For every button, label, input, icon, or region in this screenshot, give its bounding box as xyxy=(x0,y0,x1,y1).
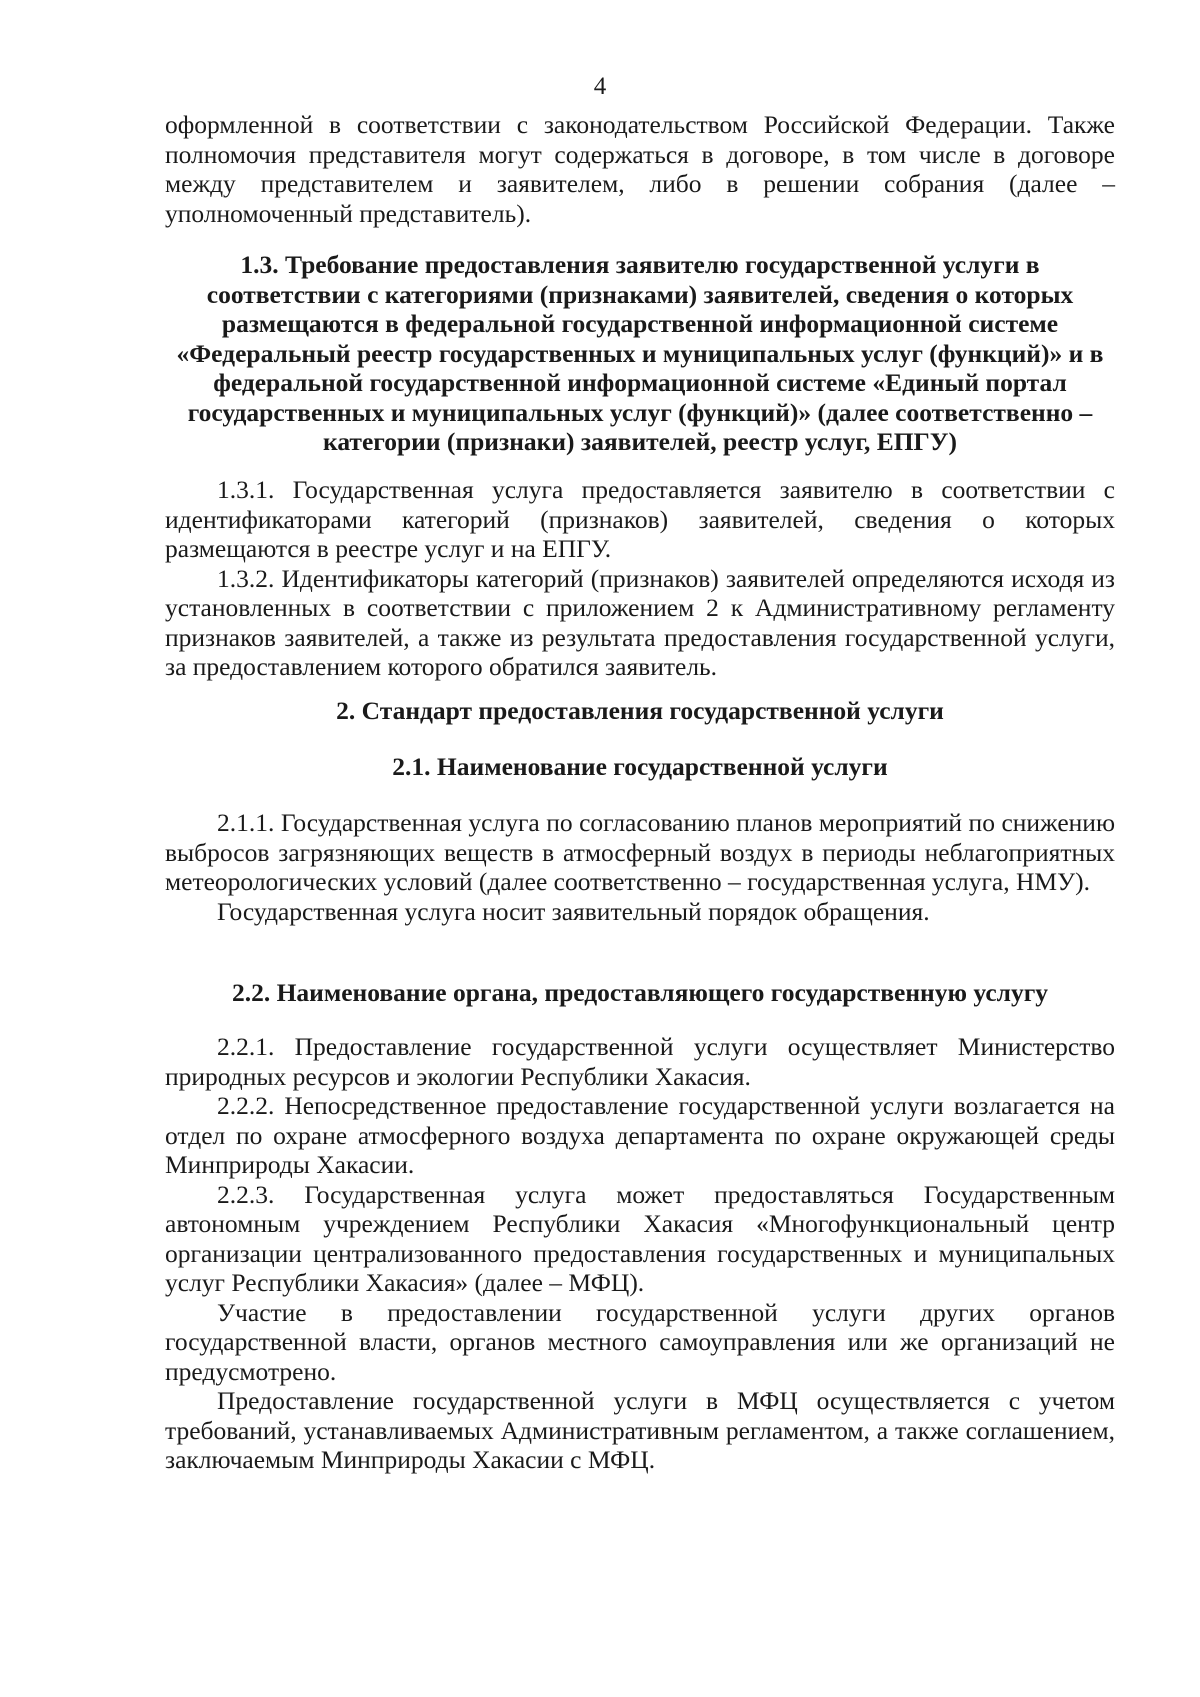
intro-block xyxy=(165,110,1115,228)
section-2-1-heading: 2.1. Наименование государственной услуги xyxy=(392,752,888,781)
paragraph-2-1-1: 2.1.1. Государственная услуга по согласованию планов мероприятий по снижению выбросов загрязняющих веществ в атмосферный воздух в периоды неблагоприятных метеорологических условий (далее соответственно – государственная услуга, НМУ). xyxy=(165,808,1115,896)
paragraph-2-2-2: 2.2.2. Непосредственное предоставление государственной услуги возлагается на отдел по охране атмосферного воздуха департамента по охране окружающей среды Минприроды Хакасии. xyxy=(165,1091,1115,1179)
paragraph-2-2-4: Участие в предоставлении государственной услуги других органов государственной власти, органов местного самоуправления или же организаций не предусмотрено. xyxy=(165,1297,1115,1386)
paragraph-2-2-3: 2.2.3. Государственная услуга может предоставляться Государственным автономным учреждением Республики Хакасия «Многофункциональный центр организации централизованного предоставления государственных и муниципальных услуг Республики Хакасия» (далее – МФЦ). xyxy=(165,1179,1115,1297)
intro-paragraph: оформленной в соответствии с законодательством Российской Федерации. Также полномочия представителя могут содержаться в договоре, в том числе в договоре между представителем и заявителем, либо в решении собрания (далее – уполномоченный представитель). xyxy=(165,110,1115,228)
section-2-1-body xyxy=(165,808,1115,926)
paragraph-1-3-2: 1.3.2. Идентификаторы категорий (признаков) заявителей определяются исходя из установленных в соответствии с приложением 2 к Административному регламенту признаков заявителей, а также из результата предоставления государственной услуги, за предоставлением которого обратился заявитель. xyxy=(165,563,1115,681)
section-1-3-body xyxy=(165,475,1115,682)
section-2-2 xyxy=(165,978,1115,1008)
section-2-heading: 2. Стандарт предоставления государственной услуги xyxy=(336,696,944,725)
section-2-2-heading: 2.2. Наименование органа, предоставляющего государственную услугу xyxy=(231,978,1049,1007)
section-1-3 xyxy=(165,250,1115,457)
section-1-3-heading: 1.3. Требование предоставления заявителю государственной услуги в соответствии с категориями (признаками) заявителей, сведения о которых размещаются в федеральной государственной информационной системе «Федеральный реестр государственных и муниципальных услуг (функций)» и в федеральной государственной информационной системе «Единый портал государственных и муниципальных услуг (функций)» (далее соответственно – категории (признаки) заявителей, реестр услуг, ЕПГУ) xyxy=(176,250,1104,456)
paragraph-2-2-5: Предоставление государственной услуги в МФЦ осуществляется с учетом требований, устанавливаемых Административным регламентом, а также соглашением, заключаемым Минприроды Хакасии с МФЦ. xyxy=(165,1386,1115,1474)
paragraph-2-1-2: Государственная услуга носит заявительный порядок обращения. xyxy=(217,896,930,926)
section-2-1 xyxy=(165,752,1115,782)
page-number: 4 xyxy=(593,73,607,100)
section-2-2-body xyxy=(165,1032,1115,1475)
paragraph-2-2-1: 2.2.1. Предоставление государственной услуги осуществляет Министерство природных ресурсов и экологии Республики Хакасия. xyxy=(165,1032,1115,1091)
section-2 xyxy=(165,696,1115,726)
paragraph-1-3-1: 1.3.1. Государственная услуга предоставляется заявителю в соответствии с идентификаторами категорий (признаков) заявителей, сведения о которых размещаются в реестре услуг и на ЕПГУ. xyxy=(165,475,1115,563)
